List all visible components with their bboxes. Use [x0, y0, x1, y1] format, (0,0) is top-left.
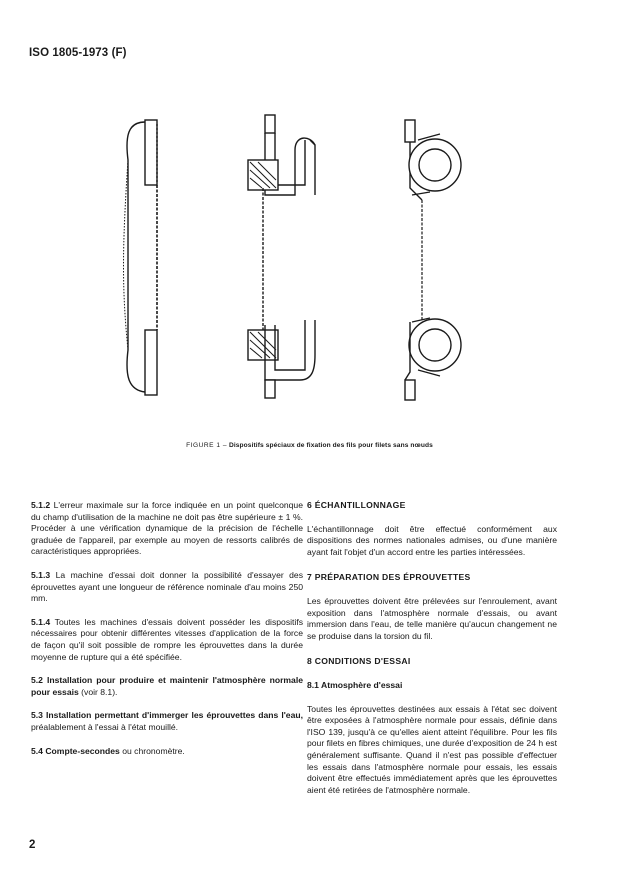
figure-1-drawing [100, 100, 520, 420]
section-5-4-title: Compte-secondes [45, 745, 120, 756]
section-5-1-3-text: La machine d'essai doit donner la possibilité d'essayer des éprouvettes ayant une longueur de référence nominale d'au moins 250 mm. [31, 569, 304, 604]
section-5-1-3-number: 5.1.3 [31, 569, 51, 580]
section-5-1-4-number: 5.1.4 [31, 616, 51, 627]
section-5-2 [31, 675, 303, 698]
section-8-1-text: Toutes les éprouvettes destinées aux essais à l'état sec doivent être exposées à l'atmosphère normale pour essais, définie dans l'ISO 139, jusqu'à ce qu'elles aient atteint l'équilibre. Pour les fils pour filets en fibres chimiques, une durée d'exposition de 24 h est généralement suffisante. Quand il n'est pas possible d'effectuer les essais dans l'atmosphère normale pour essais, les essais doivent être effectués immédiatement après que les éprouvettes aient été retirées de l'atmosphère normale. [307, 703, 557, 795]
section-5-3-rest: préalablement à l'essai à l'état mouillé. [31, 721, 179, 732]
figure-caption-number: FIGURE 1 – [186, 442, 228, 449]
section-5-4-rest: ou chronomètre. [122, 745, 185, 756]
section-5-2-number: 5.2 [31, 675, 43, 686]
section-5-1-2-text: L'erreur maximale sur la force indiquée en un point quelconque du champ d'utilisation de la machine ne doit pas être supérieure ± 1 %. Procéder à une vérification dynamique de la précision de l'échelle graduée de l'appareil, par exemple au moyen de ressorts calibrés de caractéristiques appropriées. [31, 500, 303, 557]
section-5-4 [31, 746, 303, 758]
section-6-text: L'échantillonnage doit être effectué conformément aux dispositions des normes nationales admises, ou d'une manière ayant fait l'objet d'un accord entre les parties intéressées. [307, 523, 557, 557]
page-number: 2 [29, 839, 36, 851]
section-5-1-3 [31, 570, 303, 605]
section-8-1-title: 8.1 Atmosphère d'essai [307, 679, 403, 690]
left-column [31, 500, 303, 757]
section-7-title: 7 PRÉPARATION DES ÉPROUVETTES [307, 572, 471, 583]
section-5-2-ref: (voir 8.1). [81, 686, 118, 697]
document-header: ISO 1805-1973 (F) [29, 47, 127, 59]
section-8-title: 8 CONDITIONS D'ESSAI [307, 656, 411, 667]
section-5-1-4 [31, 617, 303, 663]
section-7-text: Les éprouvettes doivent être prélevées sur l'enroulement, avant exposition dans l'atmosphère normale d'essais, ou avant immersion dans l'eau, de telle manière qu'aucun changement ne se produise dans la torsion du fil. [307, 595, 557, 641]
right-column [307, 500, 557, 796]
device-1-bar-clamps [124, 120, 158, 395]
section-5-3-number: 5.3 [31, 710, 43, 721]
figure-caption-text: Dispositifs spéciaux de fixation des fils pour filets sans nœuds [228, 442, 433, 449]
section-5-1-4-text: Toutes les machines d'essais doivent posséder les dispositifs nécessaires pour obtenir différentes vitesses d'application de la force de façon qu'il soit possible de rompre les éprouvettes dans la durée moyenne de rupture qui a été spécifiée. [31, 616, 304, 662]
section-5-3-title: Installation permettant d'immerger les éprouvettes dans l'eau, [46, 710, 304, 721]
section-5-3 [31, 710, 303, 733]
section-5-2-title: Installation pour produire et maintenir l'atmosphère normale pour essais [31, 675, 304, 697]
section-5-4-number: 5.4 [31, 745, 43, 756]
section-6-title: 6 ÉCHANTILLONNAGE [307, 500, 406, 510]
device-3-ring-clamps [405, 120, 461, 400]
section-5-1-2 [31, 500, 303, 558]
figure-caption [0, 442, 619, 449]
section-5-1-2-number: 5.1.2 [31, 500, 51, 510]
clamp-devices-illustration [100, 100, 520, 420]
device-2-post-clamps [248, 115, 315, 398]
